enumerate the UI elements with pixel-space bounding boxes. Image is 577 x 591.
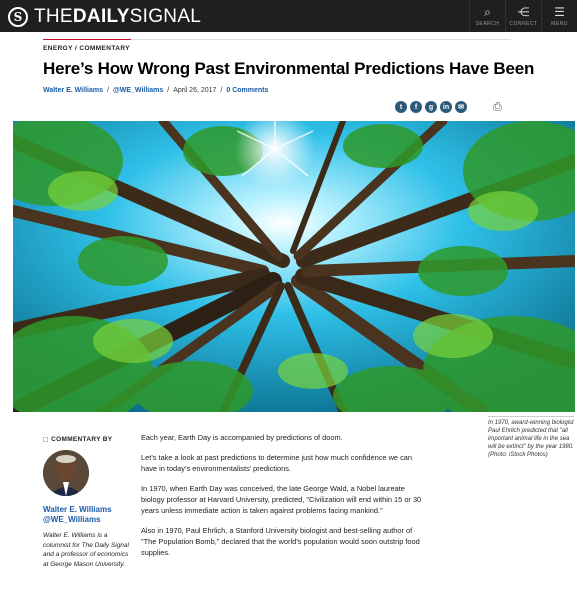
byline-author-link[interactable]: Walter E. Williams	[43, 87, 103, 94]
top-bar	[0, 0, 577, 32]
kicker-divider	[131, 39, 511, 40]
connect-label: CONNECT	[509, 20, 538, 27]
article-body	[141, 432, 426, 567]
byline-separator: /	[167, 87, 170, 94]
article-headline: Here’s How Wrong Past Environmental Predictions Have Been	[43, 59, 535, 78]
forest-canopy-image	[13, 121, 575, 412]
author-bio: Walter E. Williams is a columnist for The Daily Signal and a professor of economics at George Mason University.	[43, 532, 129, 568]
byline-handle-link[interactable]: @WE_Williams	[112, 87, 164, 94]
menu-button[interactable]	[541, 0, 577, 32]
email-icon[interactable]: ✉	[455, 101, 467, 113]
sidebar-author	[43, 505, 112, 525]
byline-comments-link[interactable]: 0 Comments	[226, 87, 269, 94]
connect-button[interactable]	[505, 0, 541, 32]
commentary-label-text: COMMENTARY BY	[51, 436, 113, 443]
comment-bubble-icon: □	[43, 435, 49, 444]
article-paragraph: Let’s take a look at past predictions to determine just how much confidence we can have in today’s environmentalists’ predictions.	[141, 453, 413, 473]
print-icon[interactable]: ⎙	[493, 101, 502, 113]
byline-date: April 26, 2017	[173, 87, 217, 94]
article-paragraph: Also in 1970, Paul Ehrlich, a Stanford University biologist and best-selling author of "The Population Bomb," declared that the world’s population would soon outstrip food supplies.	[141, 526, 420, 557]
share-bar	[395, 101, 467, 113]
caption-divider	[488, 416, 574, 417]
byline-separator: /	[220, 87, 223, 94]
logo-mark-icon: S	[8, 7, 28, 27]
search-icon: ⌕	[484, 4, 491, 19]
share-icon: ⋲	[517, 4, 530, 19]
hero-image	[13, 121, 575, 412]
logo-wordmark: THEDAILYSIGNAL	[34, 6, 202, 27]
linkedin-icon[interactable]: in	[440, 101, 452, 113]
kicker-accent-rule	[43, 39, 131, 40]
byline	[43, 87, 268, 94]
twitter-icon[interactable]: t	[395, 101, 407, 113]
menu-icon: ☰	[554, 4, 565, 19]
article-paragraph: In 1970, when Earth Day was conceived, the late George Wald, a Nobel laureate biology professor at Harvard University, predicted, "Civilization will end within 15 or 30 years unless immediate action is taken against problems facing mankind."	[141, 484, 422, 515]
menu-label: MENU	[551, 20, 568, 27]
article-kicker[interactable]: ENERGY / COMMENTARY	[43, 45, 130, 52]
commentary-label	[43, 435, 112, 444]
article-paragraph: Each year, Earth Day is accompanied by predictions of doom.	[141, 433, 343, 442]
site-logo[interactable]	[8, 6, 201, 28]
author-portrait-image	[43, 450, 89, 496]
search-button[interactable]	[469, 0, 505, 32]
top-nav	[469, 0, 577, 32]
sidebar-author-link[interactable]: Walter E. Williams	[43, 505, 112, 514]
sidebar-handle-link[interactable]: @WE_Williams	[43, 515, 101, 524]
search-label: SEARCH	[475, 20, 500, 27]
image-caption: In 1970, award-winning biologist Paul Ehrlich predicted that "all important animal life in the sea will be extinct" by the year 1980. (Photo: iStock Photos)	[488, 420, 574, 458]
byline-separator: /	[106, 87, 109, 94]
facebook-icon[interactable]: f	[410, 101, 422, 113]
author-avatar[interactable]	[43, 450, 89, 496]
googleplus-icon[interactable]: g	[425, 101, 437, 113]
